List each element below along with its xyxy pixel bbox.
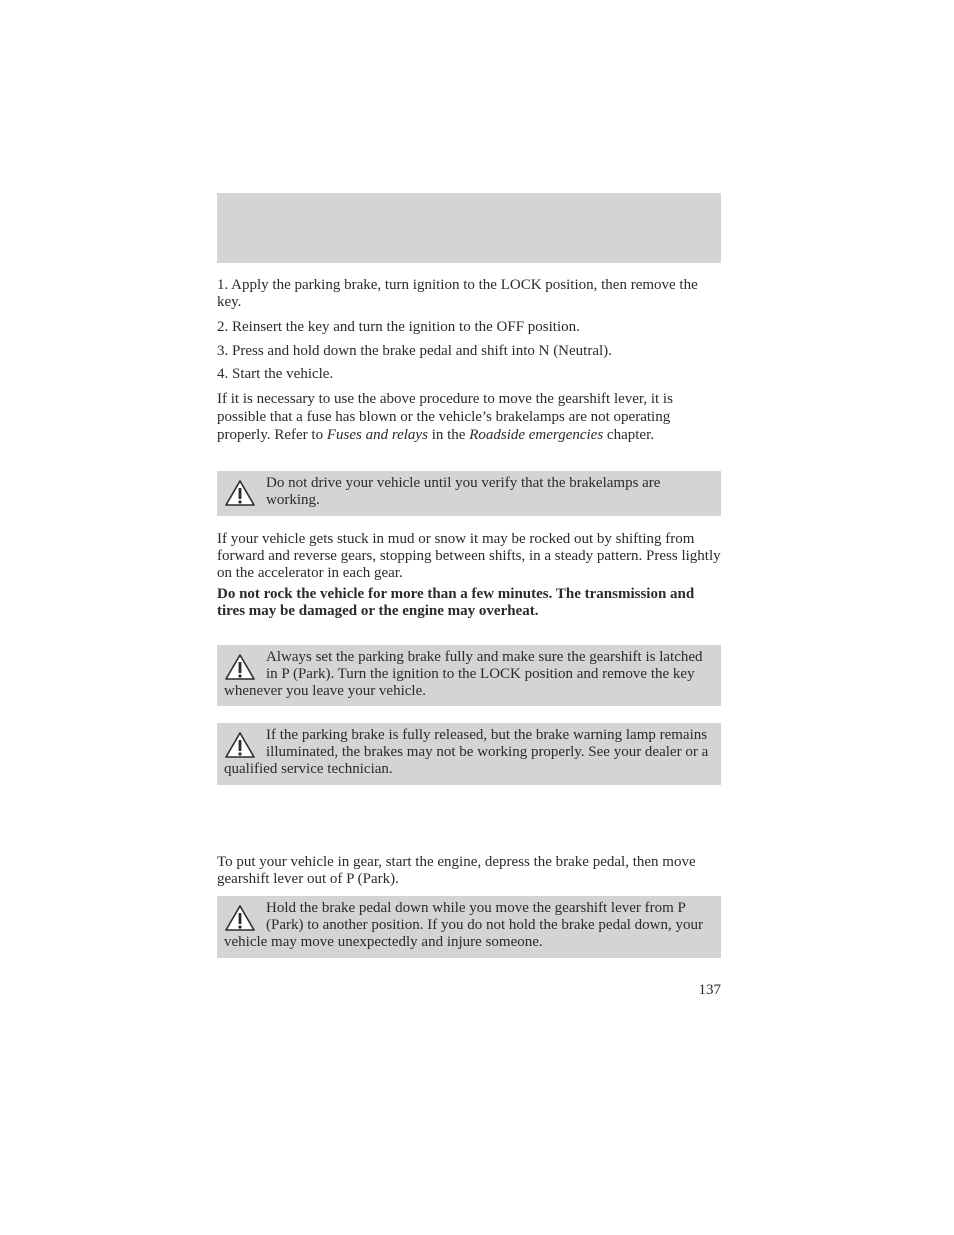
warning-triangle-icon — [224, 731, 256, 761]
step-3: 3. Press and hold down the brake pedal and shift into N (Neutral). — [217, 343, 612, 359]
page-number: 137 — [698, 982, 721, 998]
step-2: 2. Reinsert the key and turn the ignition to the OFF position. — [217, 319, 580, 335]
warning-box-brake-pedal — [217, 896, 721, 958]
warning-text-brake-pedal: Hold the brake pedal down while you move the gearshift lever from P (Park) to another position. If you do not hold the brake pedal down, your vehicle may move unexpectedly and injure someone. — [224, 900, 703, 950]
roadside-emergencies-reference: Roadside emergencies — [469, 427, 604, 443]
warning-text-brakelamps: Do not drive your vehicle until you verify that the brakelamps are working. — [266, 475, 661, 508]
warning-triangle-icon — [224, 479, 256, 509]
warning-box-brakelamps — [217, 471, 721, 516]
fuses-relays-reference: Fuses and relays — [326, 427, 428, 443]
step-4: 4. Start the vehicle. — [217, 366, 334, 382]
fuse-paragraph: If it is necessary to use the above procedure to move the gearshift lever, it is possible that a fuse has blown or the vehicle’s brakelamps are not operating properly. Refer to Fuses and relays in the Roadside emergencies chapter. — [217, 391, 673, 443]
warning-triangle-icon — [224, 653, 256, 683]
warning-box-warning-lamp — [217, 723, 721, 785]
warning-box-parking-brake — [217, 645, 721, 706]
warning-triangle-icon — [224, 904, 256, 934]
rock-warning-bold: Do not rock the vehicle for more than a few minutes. The transmission and tires may be damaged or the engine may overheat. — [217, 586, 695, 619]
stuck-paragraph: If your vehicle gets stuck in mud or snow it may be rocked out by shifting from forward and reverse gears, stopping between shifts, in a steady pattern. Press lightly on the accelerator in each gear. — [217, 531, 721, 581]
step-1: 1. Apply the parking brake, turn ignition to the LOCK position, then remove the key. — [217, 277, 698, 310]
gear-paragraph: To put your vehicle in gear, start the engine, depress the brake pedal, then move gearshift lever out of P (Park). — [217, 854, 696, 887]
warning-text-parking-brake: Always set the parking brake fully and make sure the gearshift is latched in P (Park). Turn the ignition to the LOCK position and remove the key whenever you leave your vehicle. — [224, 649, 703, 699]
warning-text-warning-lamp: If the parking brake is fully released, but the brake warning lamp remains illuminated, the brakes may not be working properly. See your dealer or a qualified service technician. — [224, 727, 709, 777]
section-header-band — [217, 193, 721, 263]
